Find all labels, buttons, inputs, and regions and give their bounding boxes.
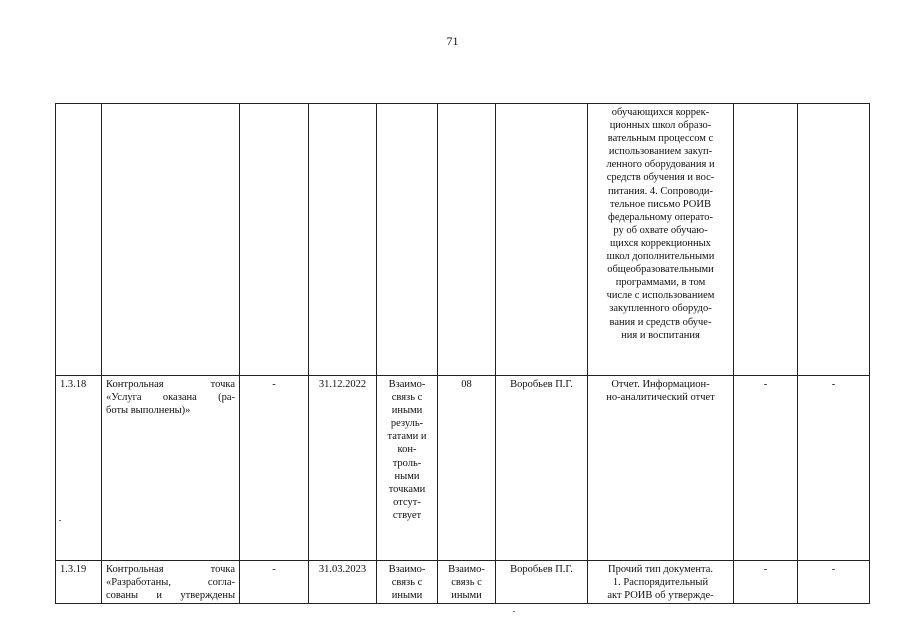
row-number bbox=[56, 104, 102, 376]
control-point-name bbox=[102, 104, 240, 376]
result-document: Прочий тип документа. 1. Распорядительный акт РОИВ об утвержде- bbox=[588, 561, 734, 604]
col-9: - bbox=[734, 561, 798, 604]
col-10: - bbox=[798, 561, 870, 604]
end-date: 31.12.2022 bbox=[309, 376, 377, 561]
scan-speck bbox=[513, 611, 515, 612]
page-number: 71 bbox=[446, 34, 459, 48]
name-line: Контрольная точка bbox=[106, 564, 235, 575]
name-line: сованы и утверждены bbox=[106, 590, 235, 602]
name-line: Контрольная точка bbox=[106, 379, 235, 390]
result-document: Отчет. Информацион- но-аналитический отчет bbox=[588, 376, 734, 561]
end-date bbox=[309, 104, 377, 376]
responsible: Воробьев П.Г. bbox=[496, 561, 588, 604]
name-line: боты выполнены)» bbox=[106, 405, 191, 417]
table-row bbox=[56, 561, 870, 604]
predecessor bbox=[377, 104, 438, 376]
end-date: 31.03.2023 bbox=[309, 561, 377, 604]
responsible bbox=[496, 104, 588, 376]
successor: 08 bbox=[438, 376, 496, 561]
result-document: обучающихся коррек- ционных школ образо- вательным процессом с использованием закуп- ленного оборудования и средств обучения и вос- питания. 4. Сопроводи- тельное письмо РОИВ федеральному операто- ру об охвате обучаю- щихся коррекционных школ дополнительными общеобразовательными программами, в том числе с использованием закупленного оборудо- вания и средств обуче- ния и воспитания bbox=[588, 104, 734, 376]
table-row bbox=[56, 376, 870, 561]
col-10 bbox=[798, 104, 870, 376]
predecessor: Взаимо- связь с иными bbox=[377, 561, 438, 604]
successor: Взаимо- связь с иными bbox=[438, 561, 496, 604]
successor bbox=[438, 104, 496, 376]
table-row bbox=[56, 104, 870, 376]
control-point-name bbox=[102, 376, 240, 561]
row-number: 1.3.18 bbox=[56, 376, 102, 561]
start-date bbox=[240, 104, 309, 376]
start-date: - bbox=[240, 561, 309, 604]
control-point-name bbox=[102, 561, 240, 604]
col-9 bbox=[734, 104, 798, 376]
predecessor: Взаимо- связь с иными резуль- татами и кон- троль- ными точками отсут- ствует bbox=[377, 376, 438, 561]
name-line: «Услуга оказана (ра- bbox=[106, 392, 235, 404]
control-points-table bbox=[55, 103, 870, 604]
name-line: «Разработаны, согла- bbox=[106, 577, 235, 589]
col-10: - bbox=[798, 376, 870, 561]
row-number: 1.3.19 bbox=[56, 561, 102, 604]
responsible: Воробьев П.Г. bbox=[496, 376, 588, 561]
col-9: - bbox=[734, 376, 798, 561]
start-date: - bbox=[240, 376, 309, 561]
scan-speck bbox=[59, 520, 61, 521]
